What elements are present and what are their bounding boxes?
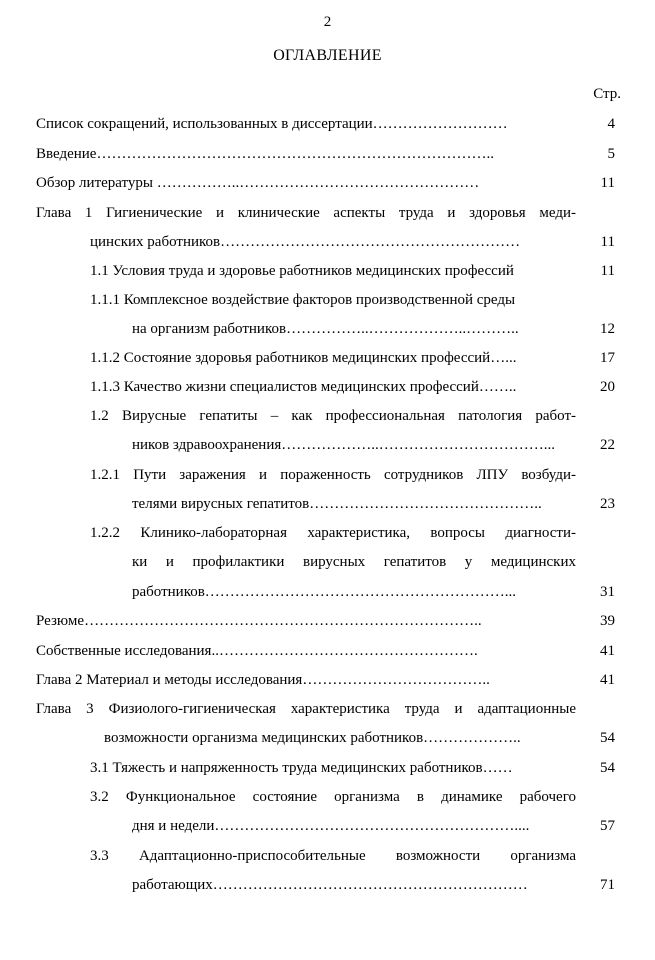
toc-entry-text: 1.2.1 Пути заражения и пораженность сотрудников ЛПУ возбуди- xyxy=(90,467,576,483)
toc-entry-text: Резюме…………………………………………………………………….. xyxy=(36,613,482,629)
toc-page-number: 54 xyxy=(600,730,615,746)
toc-entry-text: 1.2 Вирусные гепатиты – как профессиональная патология работ- xyxy=(90,408,576,424)
toc-entry-text: Глава 3 Физиолого-гигиеническая характеристика труда и адаптационные xyxy=(36,701,576,717)
toc-entry-text: ки и профилактики вирусных гепатитов у медицинских xyxy=(132,554,576,570)
toc-page-number: 5 xyxy=(607,146,615,162)
toc-entry-text: 1.1.1 Комплексное воздействие факторов производственной среды xyxy=(90,292,516,308)
page-column-header: Стр. xyxy=(593,86,621,102)
toc-entry-text: 1.2.2 Клинико-лабораторная характеристика, вопросы диагности- xyxy=(90,525,576,541)
toc-page-number: 12 xyxy=(600,321,615,337)
toc-page-number: 11 xyxy=(600,263,615,279)
toc-page-number: 17 xyxy=(600,350,615,366)
toc-entry-text: 1.1 Условия труда и здоровье работников медицинских профессий xyxy=(90,263,514,279)
toc-page-number: 11 xyxy=(600,175,615,191)
toc-entry-text: на организм работников……………..………………..……….. xyxy=(132,321,519,337)
toc-entry-text: Глава 2 Материал и методы исследования……………………………….. xyxy=(36,672,490,688)
toc-page-number: 41 xyxy=(600,643,615,659)
toc-page-number: 41 xyxy=(600,672,615,688)
toc-entry-text: 3.3 Адаптационно-приспособительные возможности организма xyxy=(90,848,576,864)
toc-page-number: 71 xyxy=(600,877,615,893)
toc-page-number: 11 xyxy=(600,234,615,250)
toc-title: ОГЛАВЛЕНИЕ xyxy=(273,47,382,64)
toc-entry-text: возможности организма медицинских работников……………….. xyxy=(104,730,521,746)
toc-entry-text: Собственные исследования..……………………………………………. xyxy=(36,643,478,659)
toc-entry-text: работающих……………………………………………………… xyxy=(132,877,528,893)
toc-entry-text: 1.1.2 Состояние здоровья работников медицинских профессий…... xyxy=(90,350,517,366)
toc-page-number: 22 xyxy=(600,437,615,453)
toc-entry-text: цинских работников…………………………………………………… xyxy=(90,234,521,250)
toc-page-number: 23 xyxy=(600,496,615,512)
toc-entry-text: Введение…………………………………………………………………….. xyxy=(36,146,494,162)
toc-entry-text: работников……………………………………………………... xyxy=(132,584,517,600)
toc-entry-text: Глава 1 Гигиенические и клинические аспекты труда и здоровья меди- xyxy=(36,205,576,221)
toc-page-number: 4 xyxy=(607,116,615,132)
toc-entry-text: Список сокращений, использованных в диссертации……………………… xyxy=(36,116,508,132)
toc-entry-text: ников здравоохранения………………..……………………………... xyxy=(132,437,556,453)
toc-entry-text: Обзор литературы ……………..………………………………………… xyxy=(36,175,480,191)
toc-page-number: 57 xyxy=(600,818,615,834)
toc-entry-text: дня и недели…………………………………………………….... xyxy=(132,818,530,834)
toc-page-number: 20 xyxy=(600,379,615,395)
toc-page-number: 39 xyxy=(600,613,615,629)
toc-entry-text: 1.1.3 Качество жизни специалистов медицинских профессий…….. xyxy=(90,379,517,395)
toc-page-number: 31 xyxy=(600,584,615,600)
page-number: 2 xyxy=(323,14,332,30)
toc-entry-text: 3.1 Тяжесть и напряженность труда медицинских работников…… xyxy=(90,760,513,776)
toc-entry-text: телями вирусных гепатитов……………………………………….. xyxy=(132,496,542,512)
toc-page-number: 54 xyxy=(600,760,615,776)
toc-entry-text: 3.2 Функциональное состояние организма в динамике рабочего xyxy=(90,789,576,805)
